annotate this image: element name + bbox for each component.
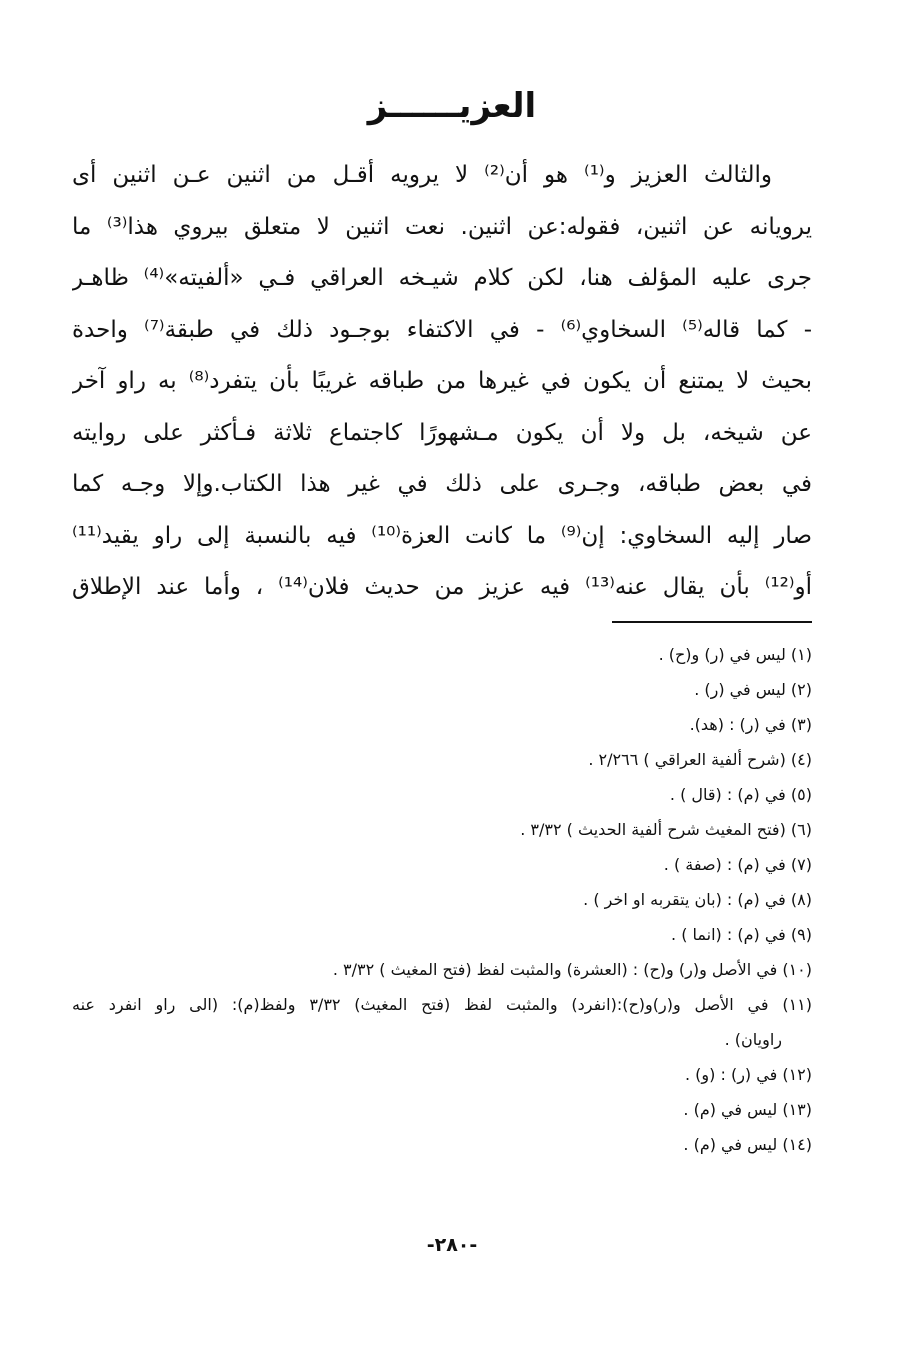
footnote-continuation: راويان) . (724, 1030, 782, 1049)
footnote: (٨) في (م) : (بان يتقربه او اخر ) . (583, 890, 812, 909)
main-text (72, 150, 812, 614)
body-line: بحيث لا يمتنع أن يكون في غيرها من طباقه غريبًا بأن يتفرد⁽⁸⁾ به راو آخر (72, 368, 812, 394)
body-line: في بعض طباقه، وجـرى على ذلك في غير هذا الكتاب.وإلا وجـه كما (72, 471, 812, 497)
page-title-text: العزيــــــز (367, 86, 537, 126)
footnote: (١٠) في الأصل و(ر) و(ح) : (العشرة) والمثبت لفظ (فتح المغيث ) ٣/٣٢ . (332, 960, 812, 979)
page-title (0, 82, 904, 130)
footnote: (٢) ليس في (ر) . (694, 680, 812, 699)
footnote: (٩) في (م) : (انما ) . (671, 925, 812, 944)
body-line: عن شيخه، بل ولا أن يكون مـشهورًا كاجتماع ثلاثة فـأكثر على روايته (72, 419, 812, 446)
footnote: (١) ليس في (ر) و(ح) . (658, 645, 812, 664)
footnote: (١٤) ليس في (م) . (683, 1135, 812, 1154)
footnote: (١١) في الأصل و(ر)و(ح):(انفرد) والمثبت لفظ (فتح المغيث) ٣/٣٢ ولفظ(م): (الى راو انفرد عنه (72, 995, 812, 1014)
page-number: -٢٨٠- (426, 1234, 478, 1256)
footnote: (٣) في (ر) : (هد). (689, 715, 812, 734)
footnote: (٧) في (م) : (صفة ) . (663, 855, 812, 874)
footnote: (٤) (شرح ألفية العراقي ) ٢/٢٦٦ . (588, 750, 812, 769)
body-line: - كما قاله⁽⁵⁾ السخاوي⁽⁶⁾ - في الاكتفاء بوجـود ذلك في طبقة⁽⁷⁾ واحدة (72, 316, 812, 343)
footnote: (٥) في (م) : (قال ) . (669, 785, 812, 804)
footnote-divider (612, 621, 812, 623)
body-line: والثالث العزيز و⁽¹⁾ هو أن⁽²⁾ لا يرويه أقـل من اثنين عـن اثنين أى (72, 162, 773, 188)
footnote: (١٢) في (ر) : (و) . (685, 1065, 812, 1084)
body-line: أو⁽¹²⁾ بأن يقال عنه⁽¹³⁾ فيه عزيز من حديث فلان⁽¹⁴⁾ ، وأما عند الإطلاق (72, 574, 812, 600)
footnote: (٦) (فتح المغيث شرح ألفية الحديث ) ٣/٣٢ . (520, 820, 812, 839)
body-line: صار إليه السخاوي: إن⁽⁹⁾ ما كانت العزة⁽¹⁰⁾ فيه بالنسبة إلى راو يقيد⁽¹¹⁾ (72, 522, 812, 549)
body-line: يرويانه عن اثنين، فقوله:عن اثنين. نعت اثنين لا متعلق بيروي هذا⁽³⁾ ما (72, 213, 812, 240)
footnotes (72, 637, 812, 1162)
body-line: جرى عليه المؤلف هنا، لكن كلام شيـخه العراقي فـي «ألفيته»⁽⁴⁾ ظاهـر (72, 265, 812, 291)
footnote: (١٣) ليس في (م) . (683, 1100, 812, 1119)
